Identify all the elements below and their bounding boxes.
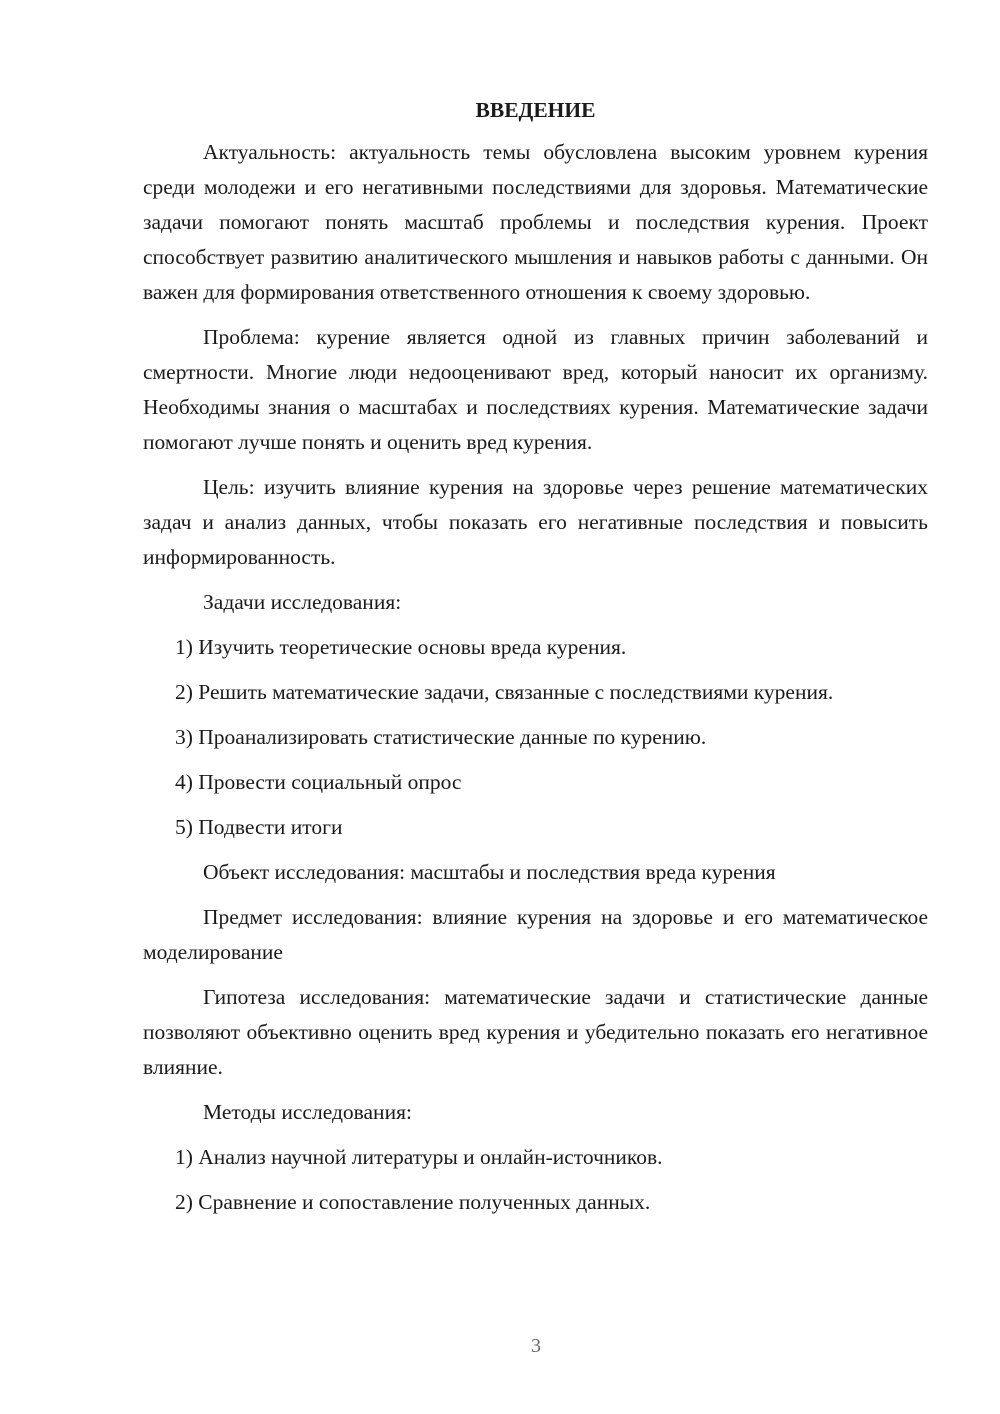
task-item-1: 1) Изучить теоретические основы вреда курения.: [175, 635, 627, 659]
methods-title: Методы исследования:: [203, 1100, 412, 1124]
object-paragraph: Объект исследования: масштабы и последствия вреда курения: [203, 860, 776, 884]
hypothesis-paragraph: Гипотеза исследования: математические задачи и статистические данные позволяют объективно оценить вред курения и убедительно показать его негативное влияние.: [143, 985, 928, 1079]
task-item-2: 2) Решить математические задачи, связанные с последствиями курения.: [175, 680, 834, 704]
page-content: [143, 93, 928, 1230]
task-item-3: 3) Проанализировать статистические данные по курению.: [175, 725, 707, 749]
section-heading: ВВЕДЕНИЕ: [475, 98, 596, 122]
tasks-title: Задачи исследования:: [203, 590, 402, 614]
method-item-2: 2) Сравнение и сопоставление полученных данных.: [175, 1190, 651, 1214]
method-item-1: 1) Анализ научной литературы и онлайн-источников.: [175, 1145, 663, 1169]
page-number: 3: [531, 1335, 541, 1357]
task-item-4: 4) Провести социальный опрос: [175, 770, 462, 794]
relevance-paragraph: Актуальность: актуальность темы обусловлена высоким уровнем курения среди молодежи и его негативными последствиями для здоровья. Математические задачи помогают понять масштаб проблемы и последствия курения. Проект способствует развитию аналитического мышления и навыков работы с данными. Он важен для формирования ответственного отношения к своему здоровью.: [143, 140, 928, 304]
task-item-5: 5) Подвести итоги: [175, 815, 343, 839]
problem-paragraph: Проблема: курение является одной из главных причин заболеваний и смертности. Многие люди недооценивают вред, который наносит их организму. Необходимы знания о масштабах и последствиях курения. Математические задачи помогают лучше понять и оценить вред курения.: [143, 325, 928, 454]
subject-paragraph: Предмет исследования: влияние курения на здоровье и его математическое моделирование: [143, 905, 928, 964]
goal-paragraph: Цель: изучить влияние курения на здоровье через решение математических задач и анализ данных, чтобы показать его негативные последствия и повысить информированность.: [143, 475, 928, 569]
